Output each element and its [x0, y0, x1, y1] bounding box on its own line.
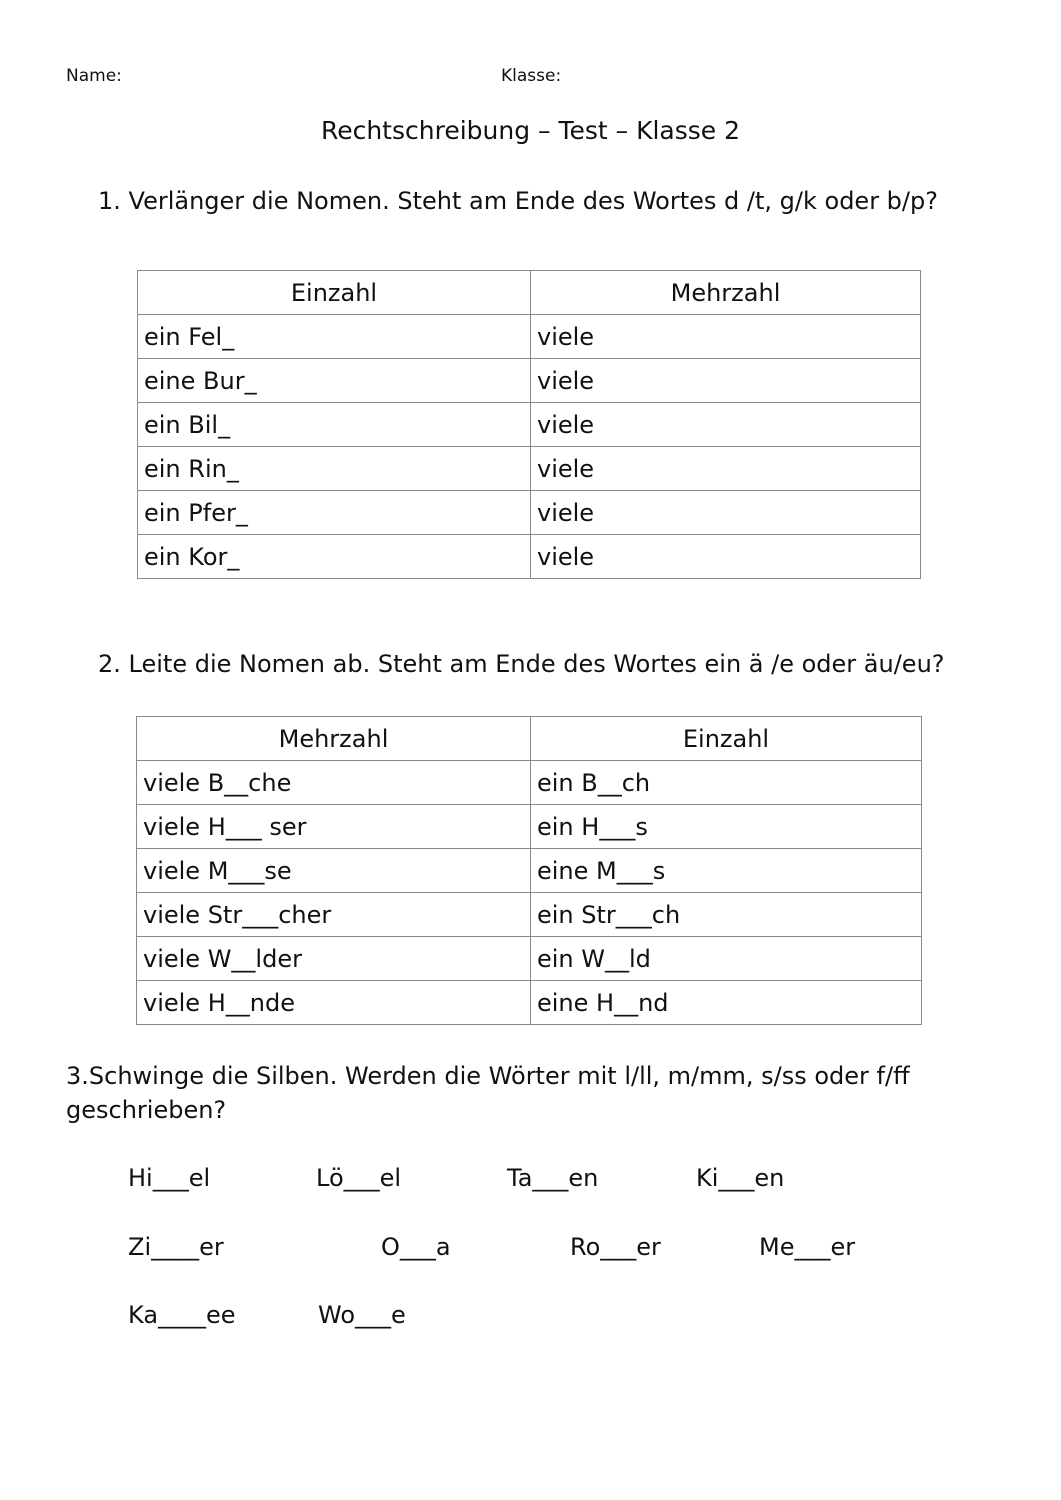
table-cell: ein Pfer_ — [138, 491, 531, 535]
table-row — [138, 403, 921, 447]
table-row — [137, 849, 922, 893]
table-cell: ein W__ld — [531, 937, 922, 981]
word-gap-item: Me___er — [759, 1233, 856, 1261]
table-row — [137, 981, 922, 1025]
word-gap-item: Wo___e — [318, 1301, 406, 1329]
table-row — [137, 805, 922, 849]
task2-instruction: 2. Leite die Nomen ab. Steht am Ende des Wortes ein ä /e oder äu/eu? — [98, 650, 945, 678]
table-cell: ein H___s — [531, 805, 922, 849]
column-header: Mehrzahl — [531, 271, 921, 315]
word-gap-item: Zi____er — [128, 1233, 224, 1261]
table-cell: eine M___s — [531, 849, 922, 893]
table-row — [138, 359, 921, 403]
table-cell: viele Str___cher — [137, 893, 531, 937]
table-cell: viele — [531, 403, 921, 447]
table-cell: ein Str___ch — [531, 893, 922, 937]
task2-table — [136, 716, 922, 1025]
table-row — [138, 315, 921, 359]
table-row — [138, 535, 921, 579]
table-cell: viele W__lder — [137, 937, 531, 981]
table-cell: viele M___se — [137, 849, 531, 893]
table-cell: viele — [531, 315, 921, 359]
table-cell: ein Fel_ — [138, 315, 531, 359]
task3-instruction-line2: geschrieben? — [66, 1096, 227, 1124]
page-title: Rechtschreibung – Test – Klasse 2 — [320, 116, 741, 145]
table-row — [137, 761, 922, 805]
word-gap-item: Ka____ee — [128, 1301, 236, 1329]
word-gap-item: Hi___el — [128, 1164, 211, 1192]
table-cell: viele — [531, 359, 921, 403]
word-gap-item: Ki___en — [696, 1164, 785, 1192]
task1-instruction: 1. Verlänger die Nomen. Steht am Ende des Wortes d /t, g/k oder b/p? — [98, 187, 938, 215]
word-gap-item: Ta___en — [507, 1164, 599, 1192]
name-label: Name: — [66, 66, 122, 86]
table-header-row — [138, 271, 921, 315]
table-cell: ein Rin_ — [138, 447, 531, 491]
table-row — [137, 893, 922, 937]
class-label: Klasse: — [501, 66, 562, 86]
word-gap-item: Ro___er — [570, 1233, 661, 1261]
word-gap-item: Lö___el — [316, 1164, 402, 1192]
table-cell: ein Bil_ — [138, 403, 531, 447]
table-cell: ein B__ch — [531, 761, 922, 805]
table-header-row — [137, 717, 922, 761]
table-cell: viele H___ ser — [137, 805, 531, 849]
table-cell: viele H__nde — [137, 981, 531, 1025]
table-row — [137, 937, 922, 981]
task1-table — [137, 270, 921, 579]
table-cell: viele — [531, 535, 921, 579]
column-header: Mehrzahl — [137, 717, 531, 761]
task3-instruction-line1: 3.Schwinge die Silben. Werden die Wörter mit l/ll, m/mm, s/ss oder f/ff — [66, 1062, 910, 1090]
table-cell: viele — [531, 491, 921, 535]
table-cell: eine H__nd — [531, 981, 922, 1025]
table-cell: eine Bur_ — [138, 359, 531, 403]
column-header: Einzahl — [138, 271, 531, 315]
word-gap-item: O___a — [381, 1233, 451, 1261]
column-header: Einzahl — [531, 717, 922, 761]
table-row — [138, 491, 921, 535]
table-cell: viele B__che — [137, 761, 531, 805]
table-cell: ein Kor_ — [138, 535, 531, 579]
table-cell: viele — [531, 447, 921, 491]
table-row — [138, 447, 921, 491]
